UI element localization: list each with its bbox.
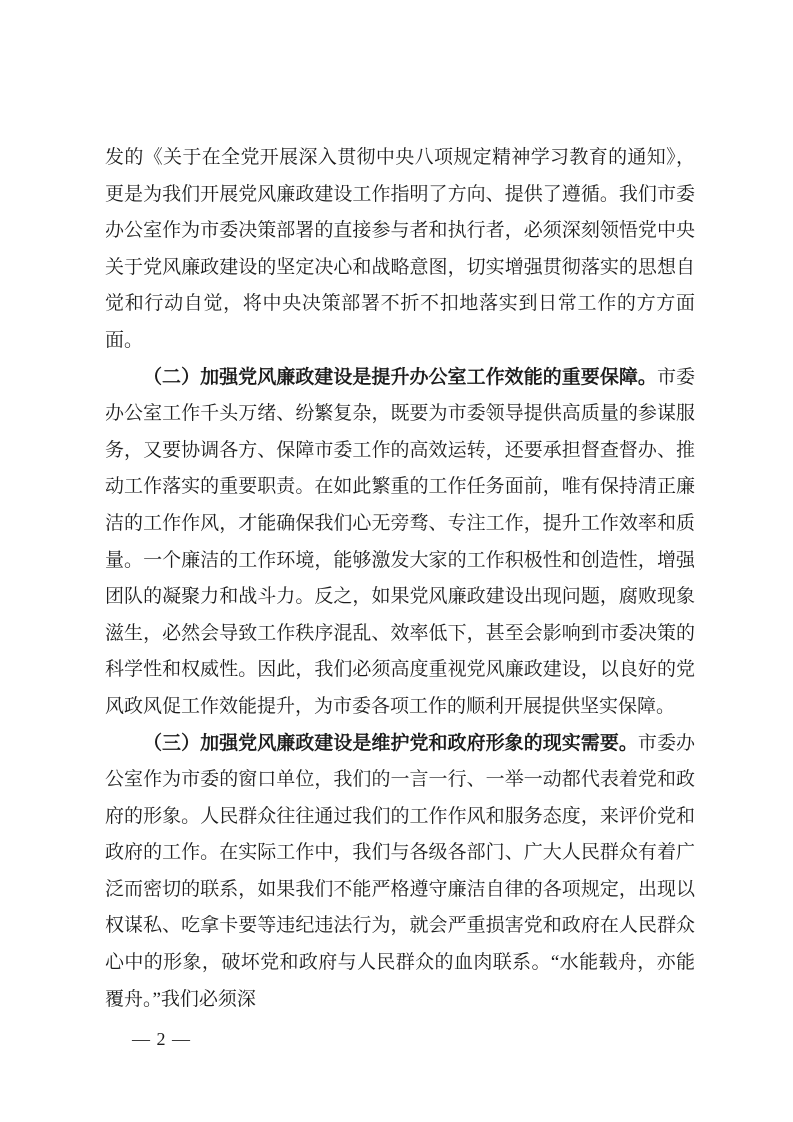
paragraph-text: 市委办公室工作千头万绪、纷繁复杂，既要为市委领导提供高质量的参谋服务，又要协调各方、保障市委工作的高效运转，还要承担督查督办、推动工作落实的重要职责。在如此繁重的工作任务面前，唯有保持清正廉洁的工作作风，才能确保我们心无旁骛、专注工作，提升工作效率和质量。一个廉洁的工作环境，能够激发大家的工作积极性和创造性，增强团队的凝聚力和战斗力。反之，如果党风廉政建设出现问题，腐败现象滋生，必然会导致工作秩序混乱、效率低下，甚至会影响到市委决策的科学性和权威性。因此，我们必须高度重视党风廉政建设，以良好的党风政风促工作效能提升，为市委各项工作的顺利开展提供坚实保障。	[105, 366, 695, 717]
document-body	[105, 140, 695, 1018]
paragraph	[105, 726, 695, 1019]
paragraph-text: 发的《关于在全党开展深入贯彻中央八项规定精神学习教育的通知》，更是为我们开展党风廉政建设工作指明了方向、提供了遵循。我们市委办公室作为市委决策部署的直接参与者和执行者，必须深刻领悟党中央关于党风廉政建设的坚定决心和战略意图，切实增强贯彻落实的思想自觉和行动自觉，将中央决策部署不折不扣地落实到日常工作的方方面面。	[105, 147, 695, 351]
paragraph	[105, 140, 695, 360]
paragraph-heading: （二）加强党风廉政建设是提升办公室工作效能的重要保障。	[143, 366, 657, 388]
paragraph-text: 市委办公室作为市委的窗口单位，我们的一言一行、一举一动都代表着党和政府的形象。人民群众往往通过我们的工作作风和服务态度，来评价党和政府的工作。在实际工作中，我们与各级各部门、广大人民群众有着广泛而密切的联系，如果我们不能严格遵守廉洁自律的各项规定，出现以权谋私、吃拿卡要等违纪违法行为，就会严重损害党和政府在人民群众心中的形象，破坏党和政府与人民群众的血肉联系。“水能载舟，亦能覆舟。”我们必须深	[105, 732, 695, 1010]
page-number: — 2 —	[132, 1029, 191, 1049]
paragraph	[105, 360, 695, 726]
paragraph-heading: （三）加强党风廉政建设是维护党和政府形象的现实需要。	[143, 732, 638, 754]
